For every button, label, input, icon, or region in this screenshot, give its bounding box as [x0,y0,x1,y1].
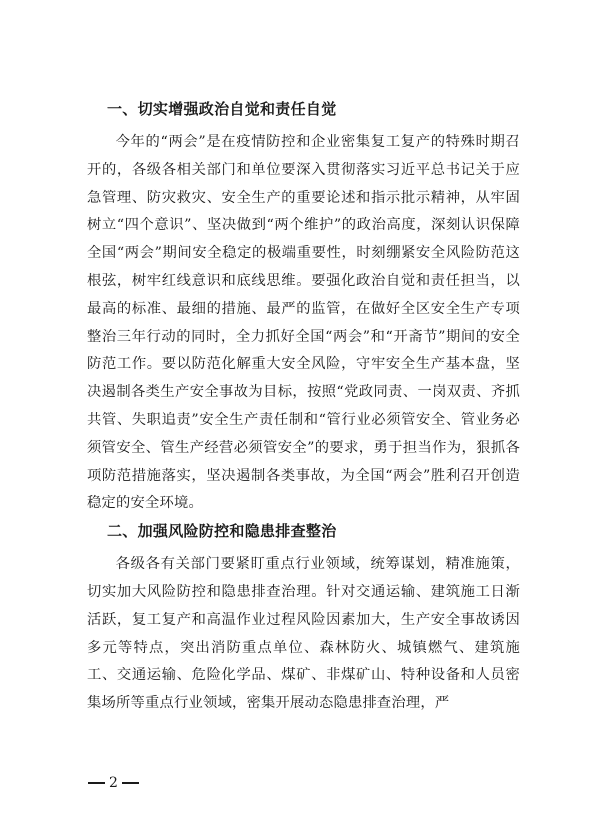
right-dash [122,782,139,784]
section-2-paragraph: 各级各有关部门要紧盯重点行业领域，统筹谋划，精准施策，切实加大风险防控和隐患排查治理。针对交通运输、建筑施工日渐活跃，复工复产和高温作业过程风险因素加大，生产安全事故诱因多元等特点，突出消防重点单位、森林防火、城镇燃气、建筑施工、交通运输、危险化学品、煤矿、非煤矿山、特种设备和人员密集场所等重点行业领域，密集开展动态隐患排查治理，严 [87,556,520,712]
document-body [87,99,520,718]
left-dash [88,782,105,784]
page-number: 2 [109,775,118,791]
section-1-paragraph: 今年的“两会”是在疫情防控和企业密集复工复产的特殊时期召开的，各级各相关部门和单位要深入贯彻落实习近平总书记关于应急管理、防灾救灾、安全生产的重要论述和指示批示精神，从牢固树立“四个意识”、坚决做到“两个维护”的政治高度，深刻认识保障全国“两会”期间安全稳定的极端重要性，时刻绷紧安全风险防范这根弦，树牢红线意识和底线思维。要强化政治自觉和责任担当，以最高的标准、最细的措施、最严的监管，在做好全区安全生产专项整治三年行动的同时，全力抓好全国“两会”和“开斋节”期间的安全防范工作。要以防范化解重大安全风险，守牢安全生产基本盘，坚决遏制各类生产安全事故为目标，按照“党政同责、一岗双责、齐抓共管、失职追责”安全生产责任制和“管行业必须管安全、管业务必须管安全、管生产经营必须管安全”的要求，勇于担当作为，狠抓各项防范措施落实，坚决遏制各类事故，为全国“两会”胜利召开创造稳定的安全环境。 [87,134,520,512]
section-2-heading: 二、加强风险防控和隐患排查整治 [107,522,337,541]
section-1-heading: 一、切实增强政治自觉和责任自觉 [107,100,337,118]
page-number-footer [88,774,139,792]
